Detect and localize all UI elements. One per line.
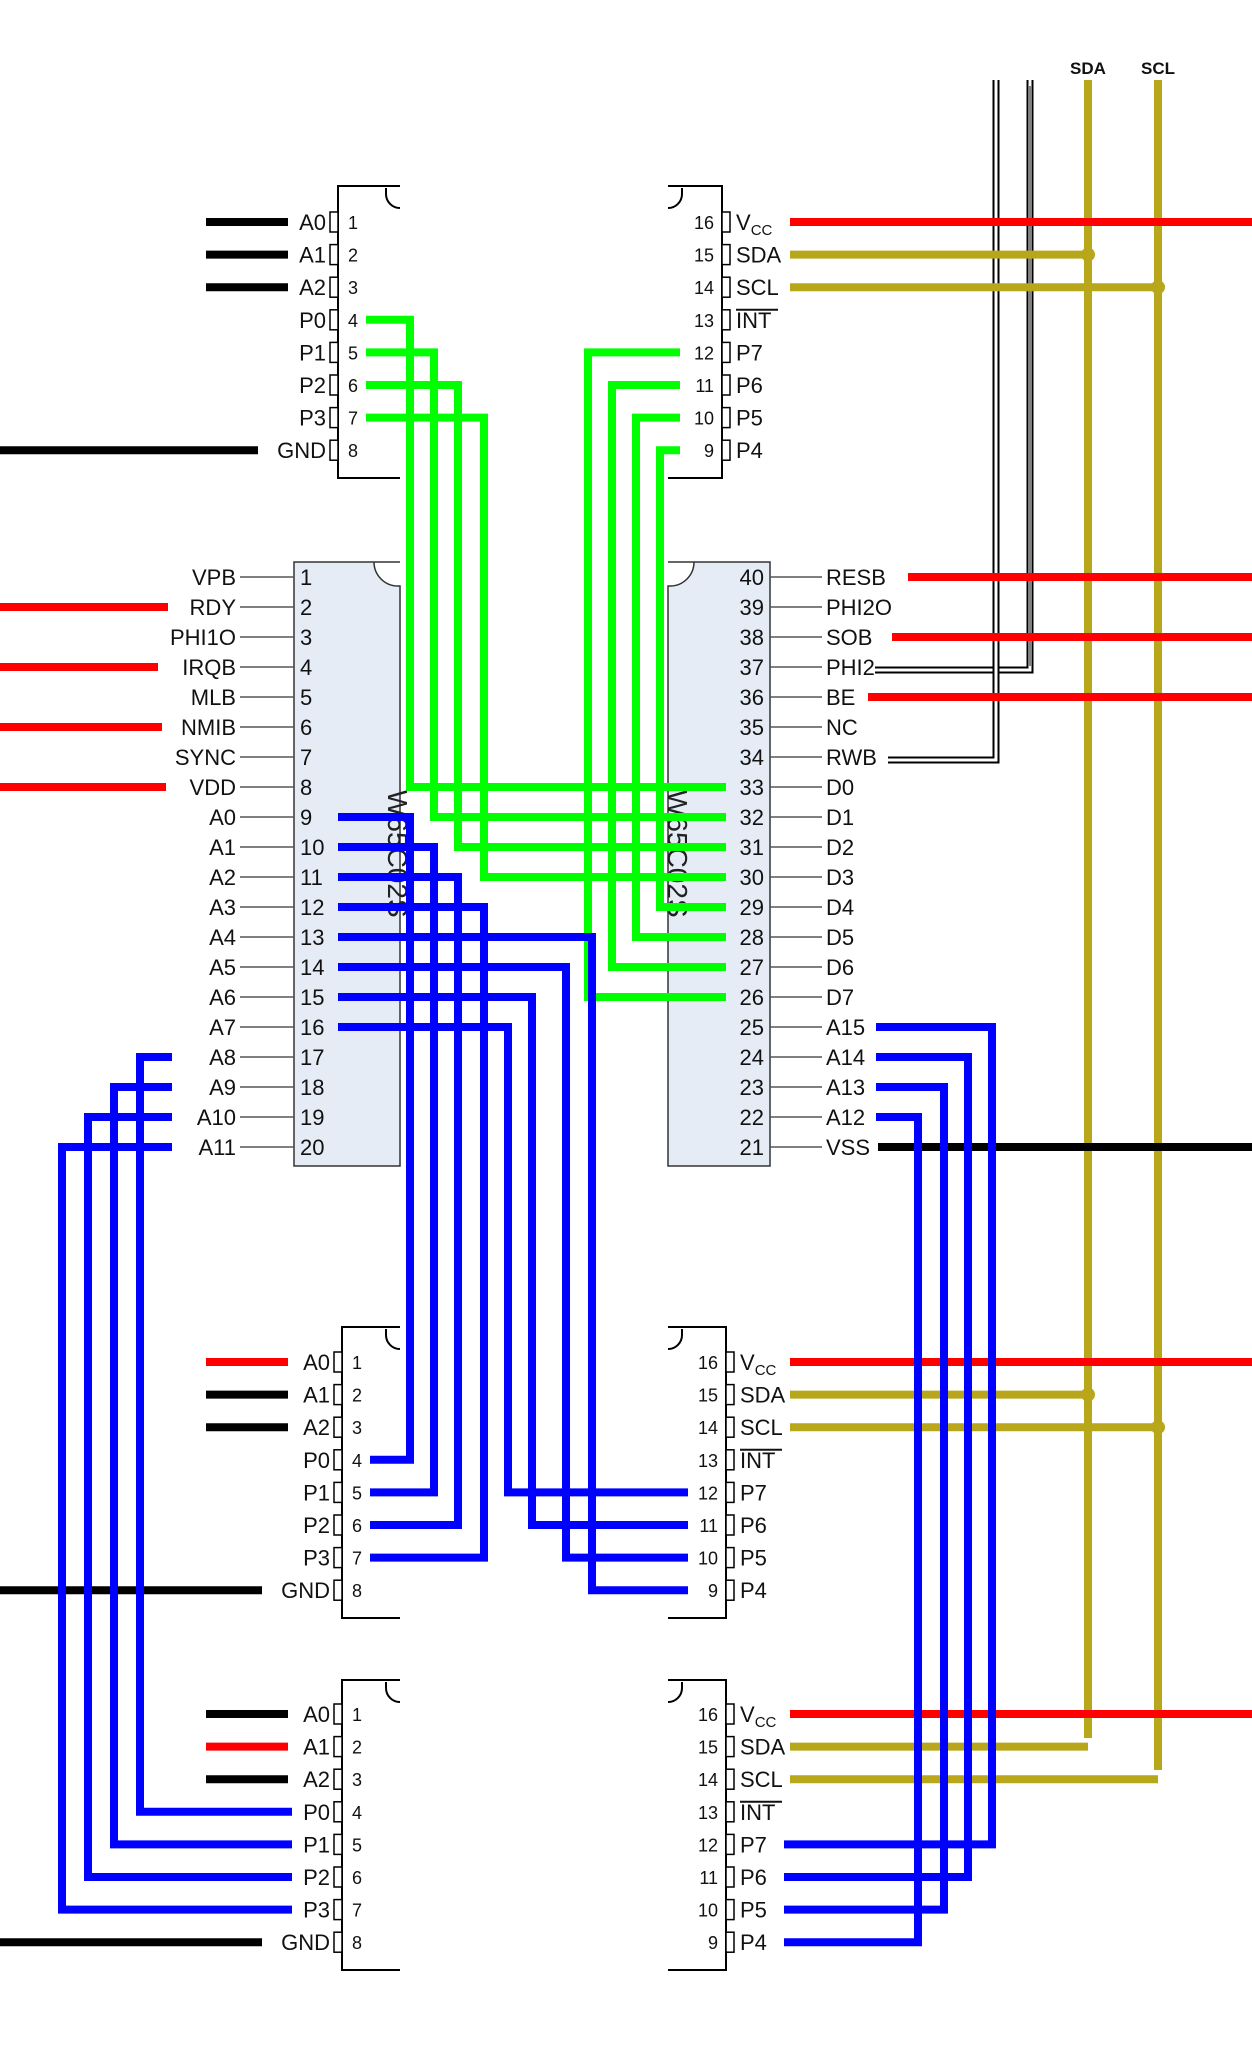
- cpu-pin-number: 21: [739, 1135, 764, 1160]
- cpu-pin-number: 15: [300, 985, 325, 1010]
- expander-pin-number: 3: [352, 1418, 363, 1439]
- cpu-pin-name: NC: [826, 715, 858, 740]
- sda-bus-label: SDA: [1070, 59, 1106, 78]
- cpu-pin-number: 9: [300, 805, 313, 830]
- cpu-pin-name: RWB: [826, 745, 877, 770]
- scl-bus-label: SCL: [1141, 59, 1175, 78]
- wires: [0, 80, 1252, 1942]
- expander-pin-number: 5: [348, 343, 359, 364]
- cpu-pin-number: 1: [300, 565, 313, 590]
- cpu-pin-name: A6: [209, 985, 236, 1010]
- cpu-name-left: W65C02S: [382, 790, 413, 918]
- cpu-pin-name: PHI2: [826, 655, 875, 680]
- expander-pin-name: SCL: [736, 275, 779, 301]
- address-bus-wire: [140, 1057, 292, 1812]
- expander-pin-tab: [330, 440, 338, 460]
- cpu-pin-name: A12: [826, 1105, 866, 1130]
- scl-junction: [1151, 280, 1165, 294]
- expander-pin-subscript: CC: [754, 1714, 777, 1731]
- expander-pin-tab: [726, 1867, 734, 1887]
- expander-pin-tab: [334, 1417, 342, 1437]
- expander-pin-name: P2: [303, 1513, 330, 1538]
- expander-pin-number: 6: [352, 1868, 363, 1888]
- expander-pin-tab: [726, 1932, 734, 1952]
- expander-pin-tab: [334, 1704, 342, 1724]
- expander-pin-tab: [726, 1515, 734, 1535]
- scl-junction: [1151, 1420, 1165, 1434]
- expander-pin-name: P3: [299, 405, 326, 431]
- expander-pin-name: A0: [303, 1702, 330, 1727]
- cpu-pin-number: 22: [739, 1105, 764, 1130]
- expander-notch-left: [386, 1329, 400, 1349]
- cpu-pin-name: A5: [209, 955, 236, 980]
- expander-body-left: [342, 1680, 400, 1970]
- cpu-pin-name: A15: [826, 1015, 866, 1040]
- expander-pin-number: 13: [697, 1802, 718, 1823]
- expander-pin-number: 16: [693, 213, 714, 233]
- expander-pin-number: 5: [352, 1483, 363, 1504]
- expander-pin-number: 7: [352, 1900, 363, 1921]
- expander-pin-name: INT: [740, 1799, 776, 1825]
- rwb-wire: [888, 80, 996, 760]
- cpu-pin-name: VPB: [191, 565, 236, 590]
- expander-pin-number: 2: [348, 245, 359, 266]
- expander-pin-tab: [722, 212, 730, 232]
- cpu-pin-number: 30: [739, 865, 764, 890]
- expander-pin-tab: [330, 310, 338, 330]
- expander-pin-tab: [334, 1548, 342, 1568]
- expander-pin-number: 11: [699, 1868, 718, 1888]
- cpu-pin-number: 14: [300, 955, 325, 980]
- cpu-pin-number: 36: [739, 685, 764, 710]
- expander-pin-number: 7: [348, 408, 359, 429]
- expander-pin-name: A2: [303, 1415, 330, 1441]
- cpu-pin-name: BE: [826, 685, 856, 710]
- expander-pin-tab: [334, 1450, 342, 1470]
- expander-pin-name: P5: [740, 1545, 767, 1571]
- expander-pin-name: P5: [740, 1897, 767, 1923]
- cpu-pin-number: 10: [300, 835, 325, 860]
- expander-pin-number: 2: [352, 1385, 363, 1406]
- expander-body-left: [342, 1327, 400, 1618]
- cpu-pin-number: 33: [739, 775, 764, 800]
- expander-pin-number: 16: [697, 1705, 718, 1725]
- expander-pin-number: 13: [693, 310, 714, 331]
- cpu-pin-name: D0: [826, 775, 855, 800]
- expander-pin-subscript: CC: [750, 222, 773, 239]
- expander-pin-name: P0: [299, 307, 326, 333]
- cpu-pin-number: 3: [300, 625, 313, 650]
- expander-pin-tab: [330, 375, 338, 395]
- expander-pin-name: P6: [740, 1513, 767, 1538]
- expander-pin-tab: [330, 408, 338, 428]
- expander-pin-number: 10: [697, 1900, 718, 1921]
- expander-pin-name: SCL: [740, 1415, 783, 1441]
- cpu-pin-name: A8: [209, 1045, 236, 1070]
- expander-pin-name: SDA: [740, 1734, 786, 1760]
- expander-pin-tab: [334, 1385, 342, 1405]
- cpu-pin-number: 37: [739, 655, 764, 680]
- expander-pin-number: 14: [693, 278, 714, 299]
- expander-pin-name: SDA: [736, 242, 782, 268]
- expander-pin-name: P6: [736, 373, 763, 398]
- expander-pin-tab: [722, 408, 730, 428]
- cpu-pin-number: 23: [739, 1075, 764, 1100]
- expander-pin-number: 13: [697, 1450, 718, 1471]
- expander-pin-name: A1: [303, 1734, 330, 1760]
- expander-pin-name: P2: [299, 373, 326, 398]
- cpu-pin-number: 35: [739, 715, 764, 740]
- expander-pin-name: A2: [299, 275, 326, 301]
- address-bus-wire: [88, 1117, 292, 1877]
- cpu-pin-name: A14: [826, 1045, 866, 1070]
- cpu-pin-number: 31: [739, 835, 764, 860]
- expander-pin-name: P0: [303, 1799, 330, 1825]
- cpu-pin-name: D4: [826, 895, 855, 920]
- expander-pin-name: P1: [303, 1832, 330, 1858]
- cpu-pin-number: 40: [739, 565, 764, 590]
- cpu-pin-name: SYNC: [174, 745, 236, 770]
- expander-notch-right: [668, 1682, 682, 1702]
- cpu-pin-name: D7: [826, 985, 855, 1010]
- expander-pin-name: P1: [299, 340, 326, 366]
- cpu-pin-name: A1: [209, 835, 236, 860]
- expander-pin-tab: [334, 1834, 342, 1854]
- expander-pin-tab: [722, 245, 730, 265]
- expander-pin-tab: [334, 1900, 342, 1920]
- expander-pin-name: INT: [736, 307, 772, 333]
- expander-pin-tab: [334, 1802, 342, 1822]
- expander-notch-left: [386, 1682, 400, 1702]
- expander-pin-number: 8: [352, 1933, 363, 1954]
- expander-pin-number: 16: [697, 1353, 718, 1373]
- expander-pin-number: 12: [697, 1835, 718, 1856]
- cpu-pin-name: VDD: [189, 775, 236, 800]
- expander-pin-number: 15: [697, 1385, 718, 1406]
- cpu-pin-name: A2: [209, 865, 236, 890]
- rwb-wire-inner: [888, 80, 996, 760]
- expander-pin-tab: [330, 277, 338, 297]
- cpu-pin-number: 25: [739, 1015, 764, 1040]
- expander-pin-tab: [334, 1932, 342, 1952]
- cpu-pin-number: 4: [300, 655, 313, 680]
- expander-pin-number: 14: [697, 1770, 718, 1791]
- expander-pin-name: P4: [740, 1930, 767, 1956]
- expander-pin-tab: [334, 1580, 342, 1600]
- expander-pin-tab: [726, 1385, 734, 1405]
- cpu-pin-name: NMIB: [181, 715, 236, 740]
- expander-pin-tab: [726, 1417, 734, 1437]
- expander-pin-name: P4: [740, 1578, 767, 1604]
- cpu-pin-name: A11: [198, 1135, 236, 1160]
- cpu-pin-name: RDY: [189, 595, 236, 620]
- cpu-pin-name: RESB: [826, 565, 886, 590]
- cpu-pin-number: 32: [739, 805, 764, 830]
- address-bus-wire: [62, 1147, 292, 1910]
- expander-pin-tab: [334, 1737, 342, 1757]
- expander-pin-name: P4: [736, 438, 763, 464]
- expander-pin-number: 9: [703, 441, 714, 462]
- expander-notch-right: [668, 188, 682, 208]
- expander-pin-name: P3: [303, 1545, 330, 1571]
- expander-pin-number: 15: [693, 245, 714, 266]
- expander-pin-tab: [726, 1834, 734, 1854]
- cpu-pin-name: A3: [209, 895, 236, 920]
- expander-pin-name: P1: [303, 1480, 330, 1506]
- expander-pin-number: 9: [707, 1581, 718, 1602]
- expander-pin-name: $V_{CC}$: [736, 210, 773, 239]
- expander-pin-name: P5: [736, 405, 763, 431]
- cpu-pin-number: 13: [300, 925, 325, 950]
- cpu-pin-name: D5: [826, 925, 855, 950]
- expander-pin-number: 10: [697, 1548, 718, 1569]
- cpu-pin-name: A10: [196, 1105, 236, 1130]
- expander-pin-subscript: CC: [754, 1362, 777, 1379]
- expander-pin-tab: [726, 1704, 734, 1724]
- cpu-pin-number: 8: [300, 775, 313, 800]
- expander-pin-tab: [334, 1769, 342, 1789]
- cpu-pin-number: 28: [739, 925, 764, 950]
- cpu-pin-number: 34: [739, 745, 764, 770]
- expander-pin-number: 7: [352, 1548, 363, 1569]
- expander-pin-tab: [722, 440, 730, 460]
- expander-pin-tab: [722, 375, 730, 395]
- expander-pin-name: P7: [740, 1832, 767, 1858]
- expander-pin-number: 15: [697, 1737, 718, 1758]
- expander-pin-number: 6: [348, 376, 359, 396]
- cpu-pin-number: 27: [739, 955, 764, 980]
- expander-pin-tab: [726, 1482, 734, 1502]
- expander-pin-number: 1: [352, 1705, 363, 1725]
- expander-pin-name: A2: [303, 1767, 330, 1793]
- sda-junction: [1081, 248, 1095, 262]
- phi2-wire-inner: [875, 80, 1030, 670]
- expander-pin-number: 12: [697, 1483, 718, 1504]
- expander-pin-number: 14: [697, 1418, 718, 1439]
- expander-pin-tab: [726, 1737, 734, 1757]
- expander-pin-number: 11: [695, 376, 714, 396]
- expander-pin-number: 3: [352, 1770, 363, 1791]
- cpu-pin-name: A0: [209, 805, 236, 830]
- expander-pin-name: $V_{CC}$: [740, 1702, 777, 1731]
- address-bus-wire: [784, 1117, 918, 1942]
- expander-notch-right: [668, 1329, 682, 1349]
- expander-pin-name: P7: [736, 340, 763, 366]
- cpu-pin-name: VSS: [826, 1135, 871, 1160]
- expander-pin-tab: [722, 342, 730, 362]
- cpu-pin-number: 17: [300, 1045, 325, 1070]
- expander-pin-tab: [726, 1352, 734, 1372]
- cpu-pin-name: A7: [209, 1015, 236, 1040]
- expander-pin-name: A1: [303, 1382, 330, 1408]
- expander-pin-tab: [330, 245, 338, 265]
- cpu-pin-name: A4: [209, 925, 236, 950]
- cpu-pin-number: 20: [300, 1135, 325, 1160]
- expander-pin-name: P6: [740, 1865, 767, 1890]
- expander-pin-number: 10: [693, 408, 714, 429]
- expander-pin-name: SDA: [740, 1382, 786, 1408]
- cpu-pin-name: MLB: [190, 685, 236, 710]
- expander-pin-tab: [726, 1769, 734, 1789]
- cpu-pin-number: 16: [300, 1015, 325, 1040]
- expander-pin-tab: [334, 1352, 342, 1372]
- expander-pin-number: 6: [352, 1516, 363, 1536]
- cpu-pin-number: 26: [739, 985, 764, 1010]
- expander-pin-name: INT: [740, 1447, 776, 1473]
- expander-pin-number: 1: [348, 213, 359, 233]
- expander-pin-tab: [722, 277, 730, 297]
- expander-pin-name: P0: [303, 1447, 330, 1473]
- cpu-pin-number: 6: [300, 715, 313, 740]
- cpu-pin-name: A13: [826, 1075, 866, 1100]
- cpu-pin-number: 39: [739, 595, 764, 620]
- expander-pin-number: 9: [707, 1933, 718, 1954]
- expander-pin-tab: [726, 1580, 734, 1600]
- expander-pin-number: 4: [348, 310, 359, 331]
- expander-pin-tab: [726, 1450, 734, 1470]
- cpu-pin-name: PHI2O: [826, 595, 893, 620]
- expander-notch-left: [386, 188, 400, 208]
- expander-pin-name: SCL: [740, 1767, 783, 1793]
- cpu-pin-number: 29: [739, 895, 764, 920]
- expander-pin-name: $V_{CC}$: [740, 1350, 777, 1379]
- expander-pin-tab: [330, 212, 338, 232]
- phi2-wire: [875, 80, 1030, 670]
- expander-pin-number: 2: [352, 1737, 363, 1758]
- cpu-pin-name: SOB: [826, 625, 873, 650]
- expander-pin-tab: [334, 1867, 342, 1887]
- expander-pin-tab: [330, 342, 338, 362]
- cpu-pin-number: 2: [300, 595, 313, 620]
- cpu-pin-number: 19: [300, 1105, 325, 1130]
- cpu-pin-name: A9: [209, 1075, 236, 1100]
- expander-pin-name: GND: [281, 1578, 330, 1604]
- expander-pin-tab: [334, 1482, 342, 1502]
- expander-pin-number: 5: [352, 1835, 363, 1856]
- expander-pin-tab: [722, 310, 730, 330]
- expander-pin-number: 4: [352, 1450, 363, 1471]
- expander-pin-tab: [726, 1900, 734, 1920]
- expander-pin-name: A0: [299, 210, 326, 235]
- cpu-pin-name: D2: [826, 835, 855, 860]
- expander-pin-name: P7: [740, 1480, 767, 1506]
- expander-pin-number: 8: [348, 441, 359, 462]
- cpu-pin-number: 18: [300, 1075, 325, 1100]
- expander-pin-name: GND: [277, 438, 326, 464]
- expander-pin-tab: [726, 1802, 734, 1822]
- expander-pin-name: GND: [281, 1930, 330, 1956]
- cpu-pin-number: 5: [300, 685, 313, 710]
- cpu-pin-name: D6: [826, 955, 855, 980]
- expander-pin-number: 4: [352, 1802, 363, 1823]
- expander-pin-name: P3: [303, 1897, 330, 1923]
- expander-pin-tab: [726, 1548, 734, 1568]
- cpu-pin-number: 38: [739, 625, 764, 650]
- cpu-pin-number: 11: [300, 865, 323, 890]
- cpu-pin-number: 12: [300, 895, 325, 920]
- expander-pin-number: 1: [352, 1353, 363, 1373]
- expander-pin-number: 3: [348, 278, 359, 299]
- expander-pin-number: 12: [693, 343, 714, 364]
- cpu-pin-name: IRQB: [182, 655, 236, 680]
- expander-pin-number: 11: [699, 1516, 718, 1536]
- sda-junction: [1081, 1388, 1095, 1402]
- expander-pin-name: P2: [303, 1865, 330, 1890]
- cpu-pin-name: D3: [826, 865, 855, 890]
- cpu-pin-name: D1: [826, 805, 855, 830]
- expander-pin-name: A0: [303, 1350, 330, 1375]
- expander-pin-tab: [334, 1515, 342, 1535]
- cpu-pin-number: 24: [739, 1045, 764, 1070]
- cpu-pin-name: PHI1O: [169, 625, 236, 650]
- cpu-pin-number: 7: [300, 745, 313, 770]
- cpu-name-right: W65C02S: [662, 790, 693, 918]
- expander-pin-number: 8: [352, 1581, 363, 1602]
- expander-pin-name: A1: [299, 242, 326, 268]
